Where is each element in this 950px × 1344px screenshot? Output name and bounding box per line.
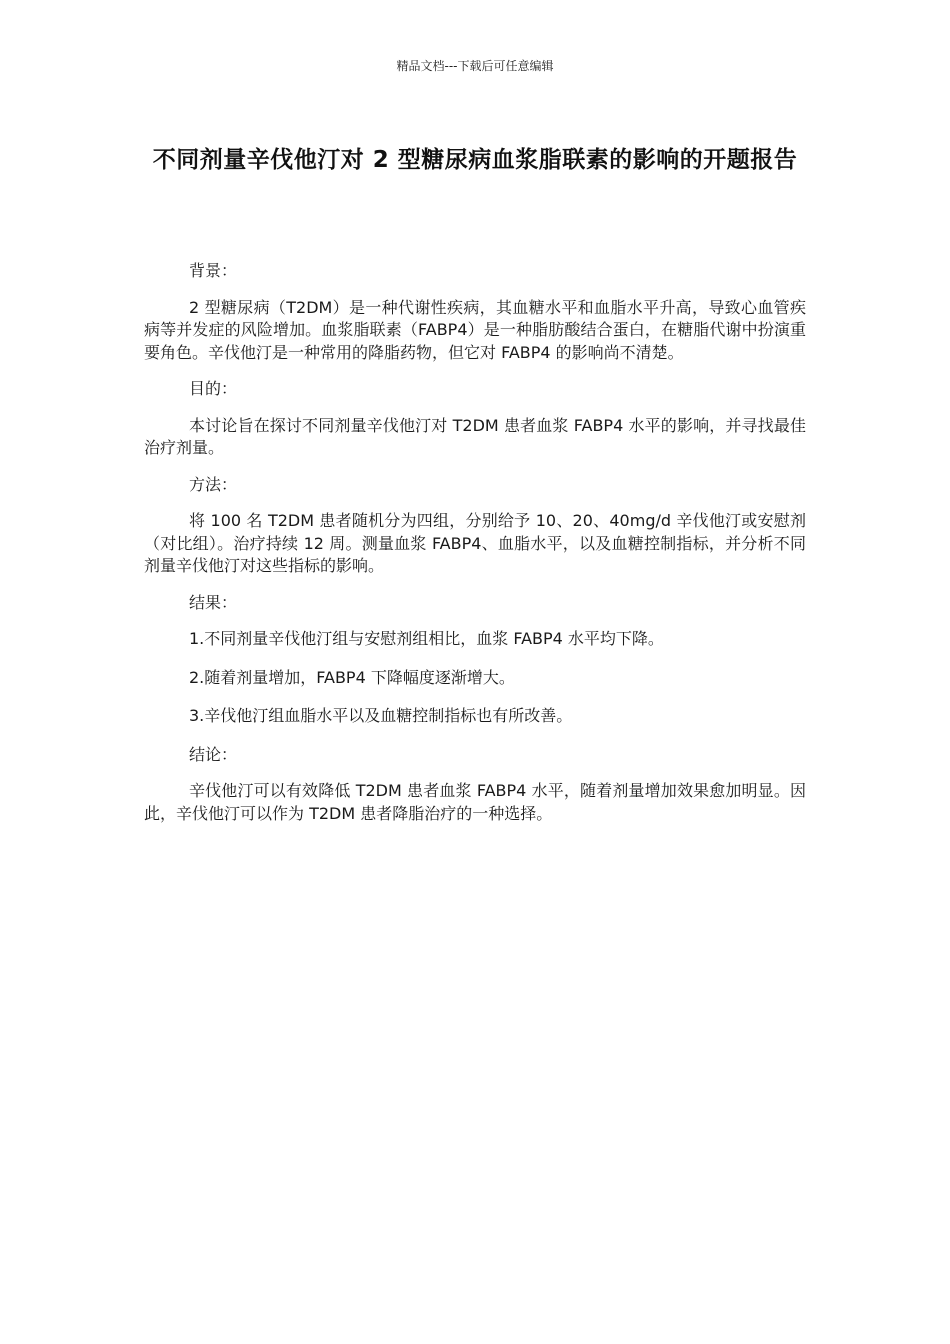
document-body (144, 260, 806, 839)
document-title: 不同剂量辛伐他汀对 2 型糖尿病血浆脂联素的影响的开题报告 (152, 147, 798, 173)
method-heading: 方法： (189, 474, 238, 494)
purpose-paragraph: 本讨论旨在探讨不同剂量辛伐他汀对 T2DM 患者血浆 FABP4 水平的影响，并寻找最佳治疗剂量。 (144, 415, 806, 457)
purpose-heading: 目的： (189, 379, 238, 398)
result-item: 2.随着剂量增加，FABP4 下降幅度逐渐增大。 (189, 667, 515, 687)
background-heading: 背景： (189, 261, 238, 280)
method-paragraph: 将 100 名 T2DM 患者随机分为四组，分别给予 10、20、40mg/d 辛伐他汀或安慰剂（对比组）。治疗持续 12 周。测量血浆 FABP4、血脂水平，以及血糖控制指标，并分析不同剂量辛伐他汀对这些指标的影响。 (144, 511, 806, 575)
page-header: 精品文档---下载后可任意编辑 (396, 59, 554, 73)
result-item: 1.不同剂量辛伐他汀组与安慰剂组相比，血浆 FABP4 水平均下降。 (189, 629, 664, 648)
result-item: 3.辛伐他汀组血脂水平以及血糖控制指标也有所改善。 (189, 706, 573, 725)
conclusion-paragraph: 辛伐他汀可以有效降低 T2DM 患者血浆 FABP4 水平，随着剂量增加效果愈加明显。因此，辛伐他汀可以作为 T2DM 患者降脂治疗的一种选择。 (144, 781, 806, 823)
results-heading: 结果： (189, 592, 238, 612)
background-paragraph: 2 型糖尿病（T2DM）是一种代谢性疾病，其血糖水平和血脂水平升高，导致心血管疾病等并发症的风险增加。血浆脂联素（FABP4）是一种脂肪酸结合蛋白，在糖脂代谢中扮演重要角色。辛伐他汀是一种常用的降脂药物，但它对 FABP4 的影响尚不清楚。 (144, 297, 806, 362)
conclusion-heading: 结论： (189, 744, 238, 764)
